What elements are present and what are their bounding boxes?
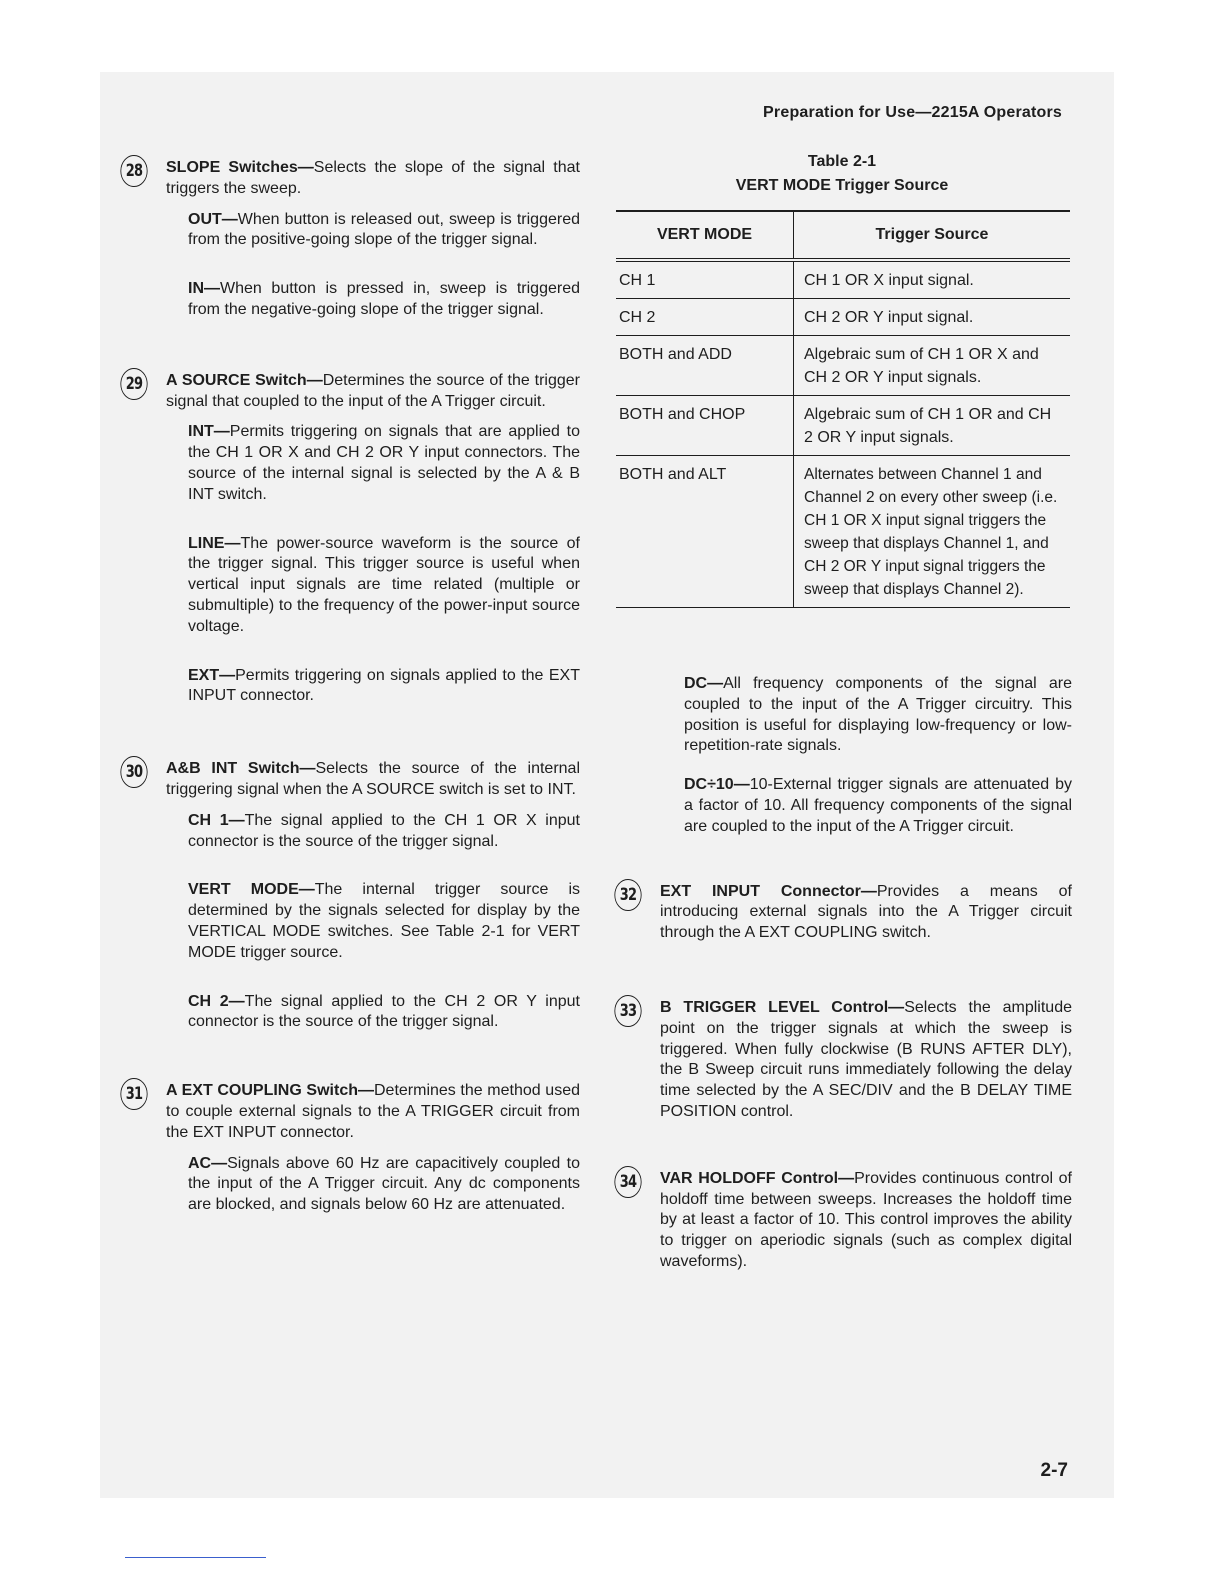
item-29-a-source-switch	[118, 371, 580, 707]
item-text: Provides a means of introducing external signals into the A Trigger circuit through the A EXT COUPLING switch.	[660, 882, 1072, 942]
term: CH 1—	[188, 811, 245, 829]
item-30-ab-int-switch	[118, 759, 580, 1033]
callout-badge: 33	[614, 995, 641, 1027]
left-column	[118, 158, 580, 1216]
callout-badge: 29	[120, 368, 147, 400]
term-text: The signal applied to the CH 2 OR Y input connector is the source of the trigger signal.	[188, 992, 580, 1031]
ext-coupling-continued	[612, 674, 1072, 838]
term-text: When button is released out, sweep is triggered from the positive-going slope of the trigger signal.	[188, 210, 580, 249]
term-text: 10-External trigger signals are attenuated by a factor of 10. All frequency components of the signal are coupled to the input of the A Trigger circuit.	[684, 776, 1072, 835]
item-33-b-trigger-level-control	[612, 998, 1072, 1123]
cell-mode: CH 2	[616, 299, 794, 336]
table-number: Table 2-1	[807, 153, 877, 170]
cell-source: CH 2 OR Y input signal.	[794, 299, 1071, 336]
page-number: 2-7	[1040, 1460, 1068, 1481]
cell-mode: BOTH and CHOP	[616, 396, 794, 456]
term: VERT MODE—	[188, 881, 315, 899]
item-title: A EXT COUPLING Switch—	[166, 1082, 374, 1100]
item-title: A SOURCE Switch—	[166, 371, 323, 389]
item-text: Determines the method used to couple external signals to the A TRIGGER circuit from the EXT INPUT connector.	[166, 1082, 580, 1141]
item-28-slope-switches	[118, 158, 580, 321]
item-text: Selects the slope of the signal that triggers the sweep.	[166, 159, 580, 197]
vert-mode-trigger-table	[616, 210, 1070, 608]
table-row	[616, 336, 1070, 396]
item-title: B TRIGGER LEVEL Control—	[660, 998, 905, 1016]
callout-badge: 28	[120, 155, 147, 187]
term-text: The signal applied to the CH 1 OR X input connector is the source of the trigger signal.	[188, 811, 581, 850]
cell-source: Algebraic sum of CH 1 OR and CH 2 OR Y input signals.	[794, 396, 1071, 456]
term: DC—	[684, 675, 724, 692]
term: EXT—	[188, 666, 236, 684]
item-title: EXT INPUT Connector—	[660, 882, 877, 900]
term-text: Signals above 60 Hz are capacitively coupled to the input of the A Trigger circuit. Any dc components are blocked, and signals below 60 Hz are attenuated.	[188, 1154, 580, 1214]
cell-mode: CH 1	[616, 260, 794, 299]
item-text: Selects the source of the internal triggering signal when the A SOURCE switch is set to INT.	[166, 760, 580, 798]
document-page	[100, 72, 1114, 1498]
term-text: The power-source waveform is the source of the trigger signal. This trigger source is useful when vertical input signals are time related (multiple or submultiple) to the frequency of the power-input source voltage.	[188, 534, 580, 635]
term-text: When button is pressed in, sweep is triggered from the negative-going slope of the trigger signal.	[188, 280, 580, 318]
footer-rule	[125, 1557, 266, 1558]
right-column	[612, 150, 1072, 1273]
callout-badge: 30	[120, 756, 147, 788]
cell-mode: BOTH and ALT	[616, 456, 794, 608]
term-text: Permits triggering on signals that are applied to the CH 1 OR X and CH 2 OR Y input connectors. The source of the internal signal is selected by the A & B INT switch.	[188, 423, 580, 503]
item-title: SLOPE Switches—	[166, 159, 314, 176]
term: INT—	[188, 423, 230, 441]
term: OUT—	[188, 210, 238, 228]
term: IN—	[188, 280, 220, 298]
table-header-row	[616, 211, 1070, 260]
item-text: Determines the source of the trigger signal that coupled to the input of the A Trigger circuit.	[166, 371, 581, 410]
table-row	[616, 396, 1070, 456]
item-text: Selects the amplitude point on the trigger signals at which the sweep is triggered. When fully clockwise (B RUNS AFTER DLY), the B Sweep circuit runs immediately following the delay time selected by the A SEC/DIV and the B DELAY TIME POSITION control.	[660, 998, 1072, 1120]
running-header: Preparation for Use—2215A Operators	[763, 104, 1062, 121]
table-row	[616, 299, 1070, 336]
table-row	[616, 260, 1070, 299]
item-title: VAR HOLDOFF Control—	[660, 1169, 855, 1187]
item-31-a-ext-coupling-switch	[118, 1081, 580, 1216]
callout-badge: 34	[614, 1166, 641, 1198]
column-header: Trigger Source	[794, 211, 1071, 260]
cell-source: CH 1 OR X input signal.	[794, 260, 1071, 299]
column-header: VERT MODE	[616, 211, 794, 260]
term: CH 2—	[188, 992, 245, 1010]
table-caption	[612, 150, 1072, 198]
table-row	[616, 456, 1070, 608]
item-34-var-holdoff-control	[612, 1169, 1072, 1273]
term: LINE—	[188, 534, 241, 552]
term-text: All frequency components of the signal are coupled to the input of the A Trigger circuitry. This position is useful for displaying low-frequency or low-repetition-rate signals.	[684, 675, 1072, 755]
cell-source: Alternates between Channel 1 and Channel 2 on every other sweep (i.e. CH 1 OR X input signal triggers the sweep that displays Channel 1, and CH 2 OR Y input signal triggers the sweep that displays Channel 2).	[794, 456, 1071, 608]
cell-mode: BOTH and ADD	[616, 336, 794, 396]
term-text: The internal trigger source is determined by the signals selected for display by the VERTICAL MODE switches. See Table 2-1 for VERT MODE trigger source.	[188, 881, 580, 961]
cell-source: Algebraic sum of CH 1 OR X and CH 2 OR Y input signals.	[794, 336, 1071, 396]
table-title: VERT MODE Trigger Source	[735, 177, 949, 194]
callout-badge: 32	[614, 879, 641, 911]
item-text: Provides continuous control of holdoff time between sweeps. Increases the holdoff time by at least a factor of 10. This control improves the ability to trigger on aperiodic signals (such as complex digital waveforms).	[660, 1169, 1073, 1270]
item-32-ext-input-connector	[612, 882, 1072, 944]
term-text: Permits triggering on signals applied to the EXT INPUT connector.	[188, 666, 580, 705]
item-title: A&B INT Switch—	[166, 760, 316, 778]
term: AC—	[188, 1154, 228, 1172]
term: DC÷10—	[684, 776, 750, 794]
callout-badge: 31	[120, 1078, 147, 1110]
